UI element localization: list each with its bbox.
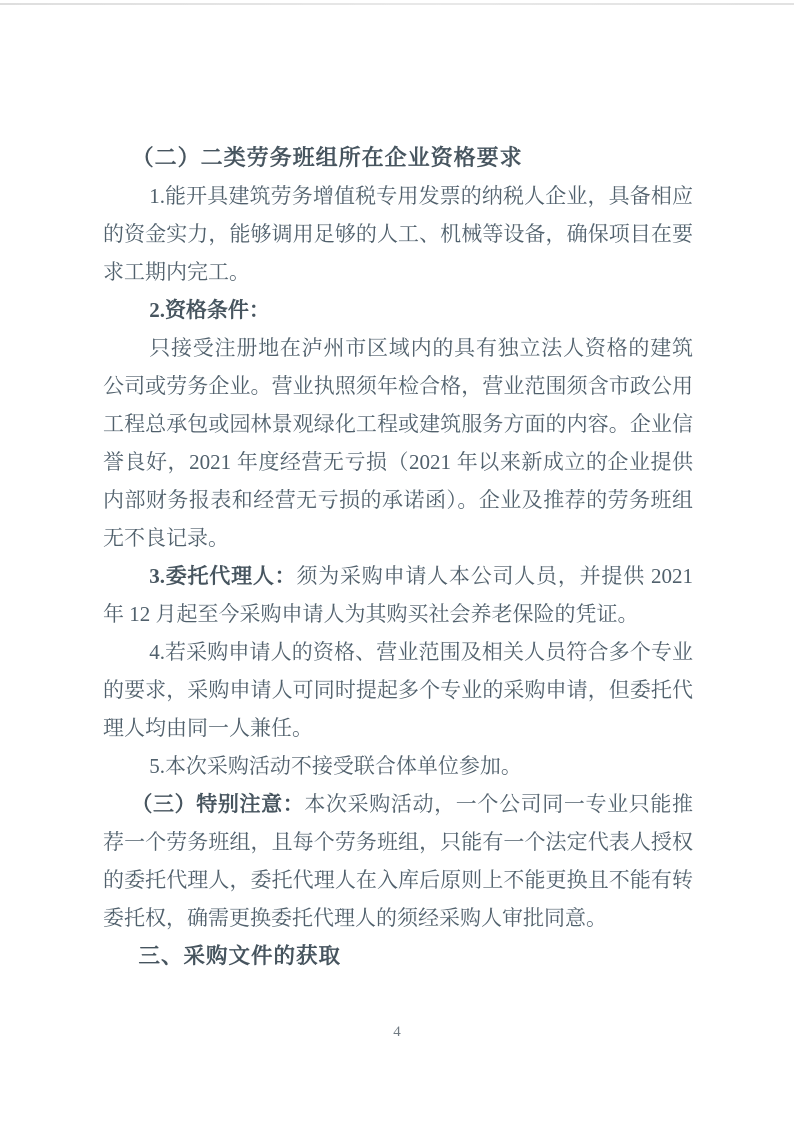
section-heading-class2-enterprise-qualification: （二）二类劳务班组所在企业资格要求: [131, 145, 523, 170]
section-heading-document-acquisition: 三、采购文件的获取: [138, 944, 341, 968]
subheading-item2-qualification-conditions: 2.资格条件：: [149, 298, 270, 322]
special-note-lead-label: （三）特别注意：: [131, 792, 305, 816]
paragraph-item5-no-consortium: 5.本次采购活动不接受联合体单位参加。: [149, 754, 522, 778]
document-body: [103, 139, 693, 975]
item3-text: 须为采购申请人本公司人员，并提供 2021 年 12 月起至今采购申请人为其购买社会养老保险的凭证。: [103, 564, 694, 626]
paragraph-item3-entrusted-agent: [103, 557, 693, 633]
paragraph-item2-qualification-detail: 只接受注册地在泸州市区域内的具有独立法人资格的建筑公司或劳务企业。营业执照须年检合格，营业范围须含市政公用工程总承包或园林景观绿化工程或建筑服务方面的内容。企业信誉良好，2021 年度经营无亏损（2021 年以来新成立的企业提供内部财务报表和经营无亏损的承诺函）。企业及推荐的劳务班组无不良记录。: [103, 336, 693, 550]
special-note-text: 本次采购活动，一个公司同一专业只能推荐一个劳务班组，且每个劳务班组，只能有一个法定代表人授权的委托代理人，委托代理人在入库后原则上不能更换且不能有转委托权，确需更换委托代理人的须经采购人审批同意。: [103, 792, 694, 930]
item3-lead-label: 3.委托代理人：: [149, 564, 297, 588]
scan-edge-artifact: [0, 3, 794, 5]
paragraph-item1-invoice-capability: 1.能开具建筑劳务增值税专用发票的纳税人企业，具备相应的资金实力，能够调用足够的人工、机械等设备，确保项目在要求工期内完工。: [103, 184, 693, 284]
page-number: 4: [393, 1024, 401, 1040]
paragraph-item4-multiple-specialties: 4.若采购申请人的资格、营业范围及相关人员符合多个专业的要求，采购申请人可同时提起多个专业的采购申请，但委托代理人均由同一人兼任。: [103, 640, 693, 740]
paragraph-section3-special-note: [103, 785, 693, 937]
